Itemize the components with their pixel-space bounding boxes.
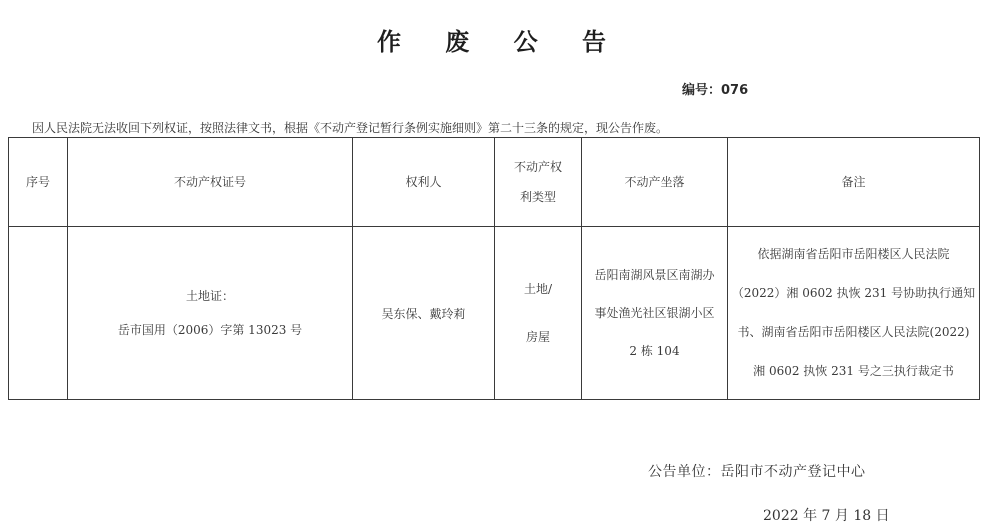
header-location: 不动产坐落 — [582, 138, 728, 227]
location-line2: 事处渔光社区银湖小区 — [594, 306, 715, 320]
intro-paragraph: 因人民法院无法收回下列权证，按照法律文书，根据《不动产登记暂行条例实施细则》第二十三条的规定，现公告作废。 — [32, 121, 669, 135]
cell-remark — [728, 227, 980, 400]
header-cert-no: 不动产权证号 — [68, 138, 353, 227]
publisher-line: 公告单位：岳阳市不动产登记中心 — [648, 464, 866, 480]
header-remark: 备注 — [728, 138, 980, 227]
location-line1: 岳阳南湖风景区南湖办 — [594, 268, 715, 282]
table-row — [9, 227, 980, 400]
cell-holder: 吴东保、戴玲莉 — [353, 227, 495, 400]
right-type-line2: 房屋 — [525, 330, 550, 344]
cell-right-type — [495, 227, 582, 400]
header-seq: 序号 — [9, 138, 68, 227]
header-holder: 权利人 — [353, 138, 495, 227]
cert-number: 岳市国用（2006）字第 13023 号 — [117, 323, 303, 337]
cell-location — [582, 227, 728, 400]
cert-type-label: 土地证： — [185, 289, 234, 303]
cell-seq — [9, 227, 68, 400]
remark-line4: 湘 0602 执恢 231 号之三执行裁定书 — [753, 364, 954, 378]
notice-date: 2022 年 7 月 18 日 — [763, 508, 890, 524]
right-type-line1: 土地/ — [523, 282, 553, 296]
remark-line3: 书、湖南省岳阳市岳阳楼区人民法院(2022) — [737, 325, 970, 339]
header-right-type-line1: 不动产权 — [513, 160, 562, 174]
remark-line2: （2022）湘 0602 执恢 231 号协助执行通知 — [731, 286, 976, 300]
cell-cert-no — [68, 227, 353, 400]
remark-line1: 依据湖南省岳阳市岳阳楼区人民法院 — [757, 247, 950, 261]
table-header-row — [9, 138, 980, 227]
void-notice-table — [8, 137, 980, 400]
location-line3: 2 栋 104 — [629, 344, 680, 358]
header-right-type-line2: 利类型 — [519, 190, 556, 204]
document-number: 编号：076 — [682, 83, 749, 98]
page-title: 作 废 公 告 — [376, 28, 625, 56]
header-right-type — [495, 138, 582, 227]
